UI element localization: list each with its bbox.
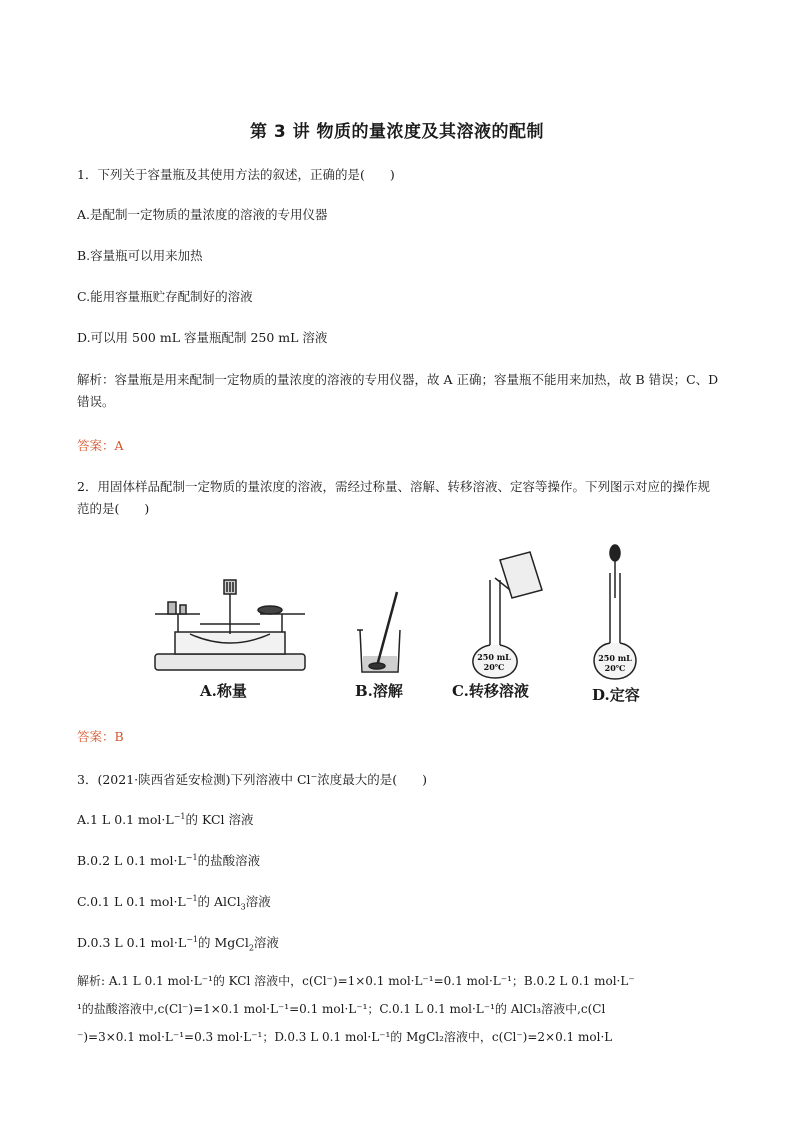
q1-answer: 答案：A [77,438,124,453]
balance-figure [150,572,310,677]
q1-option-d: D.可以用 500 mL 容量瓶配制 250 mL 溶液 [77,330,328,345]
figure-label-c: C.转移溶液 [452,682,529,700]
figure-label-b: B.溶解 [355,682,403,700]
q3-analysis-line-1: 解析: A.1 L 0.1 mol·L⁻¹的 KCl 溶液中，c(Cl⁻)=1×0.1 mol·L⁻¹=0.1 mol·L⁻¹；B.0.2 L 0.1 mol·L⁻ [77,974,635,988]
q1-analysis: 解析：容量瓶是用来配制一定物质的量浓度的溶液的专用仪器，故 A 正确；容量瓶不能用来加热，故 B 错误；C、D 错误。 [77,372,719,409]
q3-option-b: B.0.2 L 0.1 $mol\cdot L^{-1}$的盐酸溶液 [77,853,261,869]
page-title: 第 3 讲 物质的量浓度及其溶液的配制 [249,122,545,142]
transfer-flask-figure [470,550,550,680]
q1-option-c: C.能用容量瓶贮存配制好的溶液 [77,289,253,304]
q1-option-a: A.是配制一定物质的量浓度的溶液的专用仪器 [77,207,328,222]
figure-label-a: A.称量 [200,682,247,700]
flask-d-temp: 20℃ [604,663,626,673]
q1-stem: 1．下列关于容量瓶及其使用方法的叙述，正确的是( ) [77,167,395,182]
q3-analysis-line-3: ⁻)=3×0.1 mol·L⁻¹=0.3 mol·L⁻¹；D.0.3 L 0.1 mol·L⁻¹的 MgCl₂溶液中，c(Cl⁻)=2×0.1 mol·L [77,1030,613,1044]
volumetric-flask-figure [590,543,640,683]
q3-stem: 3．(2021·陕西省延安检测)下列溶液中 Cl−浓度最大的是( ) [77,772,427,788]
q1-option-b: B.容量瓶可以用来加热 [77,248,203,263]
flask-c-volume: 250 mL [477,652,511,662]
figure-label-d: D.定容 [592,686,640,704]
q2-answer: 答案：B [77,729,124,744]
flask-c-temp: 20℃ [483,662,505,672]
q3-option-c: C.0.1 L 0.1 $mol\cdot L^{-1}$的 AlCl$_3$溶液 [77,894,271,912]
flask-d-volume: 250 mL [598,653,632,663]
q3-analysis-line-2: ¹的盐酸溶液中,c(Cl⁻)=1×0.1 mol·L⁻¹=0.1 mol·L⁻¹；C.0.1 L 0.1 mol·L⁻¹的 AlCl₃溶液中,c(Cl [77,1002,606,1016]
q3-option-a: A.1 L 0.1 $mol\cdot L^{-1}$的 KCl 溶液 [77,812,254,828]
beaker-figure [355,590,405,675]
q3-option-d: D.0.3 L 0.1 $mol\cdot L^{-1}$的 MgCl$_2$溶液 [77,935,279,953]
q2-stem: 2．用固体样品配制一定物质的量浓度的溶液，需经过称量、溶解、转移溶液、定容等操作。下列图示对应的操作规范的是( ) [77,479,710,516]
